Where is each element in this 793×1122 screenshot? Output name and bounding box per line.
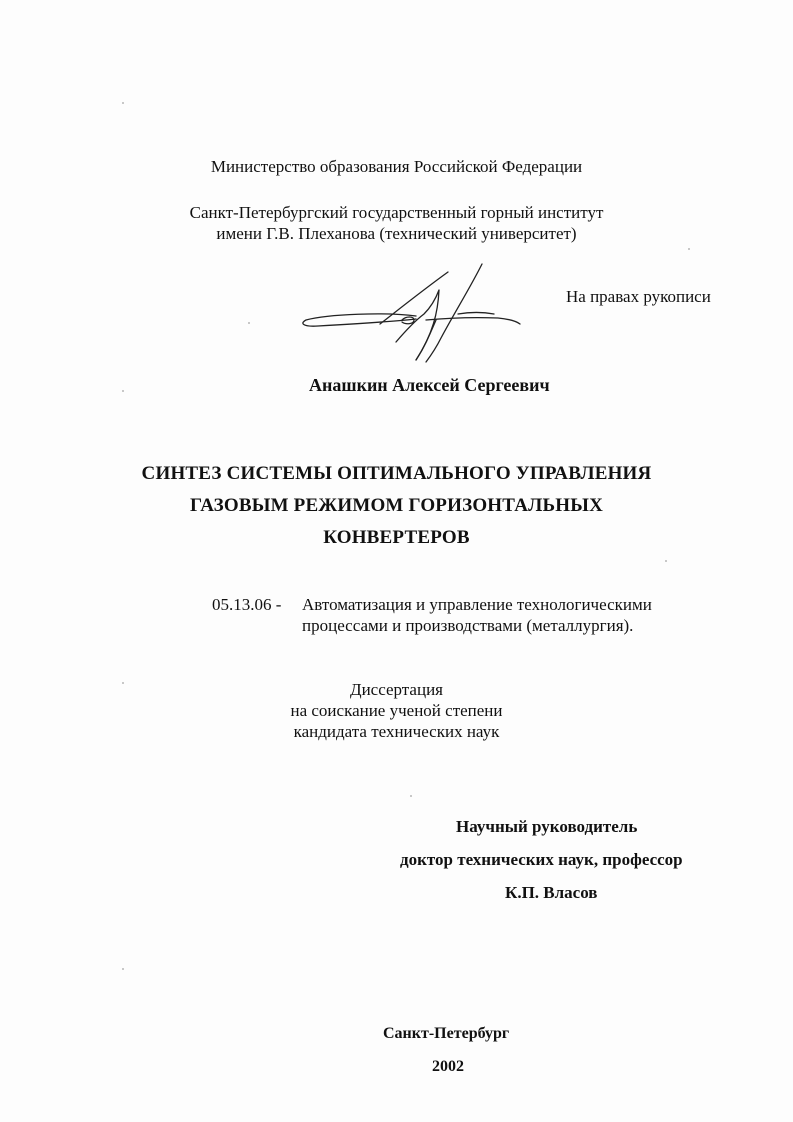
- scan-speck: [688, 248, 690, 250]
- specialty-name-line2: процессами и производствами (металлургия).: [302, 616, 634, 635]
- institute-name-line1: Санкт-Петербургский государственный горный институт: [189, 203, 604, 222]
- city: Санкт-Петербург: [383, 1025, 510, 1042]
- scan-speck: [410, 795, 412, 797]
- degree-line1: Диссертация: [349, 680, 443, 699]
- signature-stroke-flourish: [458, 313, 494, 315]
- specialty-name-line1: Автоматизация и управление технологическими: [302, 595, 652, 614]
- year: 2002: [432, 1058, 464, 1075]
- scan-speck: [122, 682, 124, 684]
- ministry-heading: Министерство образования Российской Федерации: [210, 157, 583, 176]
- author-name: Анашкин Алексей Сергеевич: [309, 375, 550, 395]
- scan-speck: [248, 322, 250, 324]
- degree-line3: кандидата технических наук: [293, 722, 500, 741]
- thesis-title-line3: КОНВЕРТЕРОВ: [323, 527, 470, 548]
- signature-stroke-cross: [416, 320, 436, 360]
- signature-stroke-tail: [426, 318, 520, 324]
- scan-speck: [122, 102, 124, 104]
- scan-speck: [122, 390, 124, 392]
- signature-stroke-loop: [303, 314, 416, 326]
- supervisor-title: доктор технических наук, профессор: [400, 850, 683, 869]
- scan-speck: [122, 968, 124, 970]
- institute-name-line2: имени Г.В. Плеханова (технический университет): [216, 224, 577, 243]
- manuscript-note: На правах рукописи: [566, 287, 711, 306]
- scan-speck: [665, 560, 667, 562]
- signature-stroke-descend: [396, 290, 439, 360]
- handwritten-signature: [298, 262, 523, 370]
- thesis-title-line2: ГАЗОВЫМ РЕЖИМОМ ГОРИЗОНТАЛЬНЫХ: [189, 495, 603, 516]
- supervisor-role: Научный руководитель: [456, 817, 638, 836]
- degree-line2: на соискание ученой степени: [290, 701, 503, 720]
- thesis-title-line1: СИНТЕЗ СИСТЕМЫ ОПТИМАЛЬНОГО УПРАВЛЕНИЯ: [141, 463, 652, 484]
- specialty-code: 05.13.06 -: [212, 595, 282, 614]
- supervisor-name: К.П. Власов: [505, 883, 598, 902]
